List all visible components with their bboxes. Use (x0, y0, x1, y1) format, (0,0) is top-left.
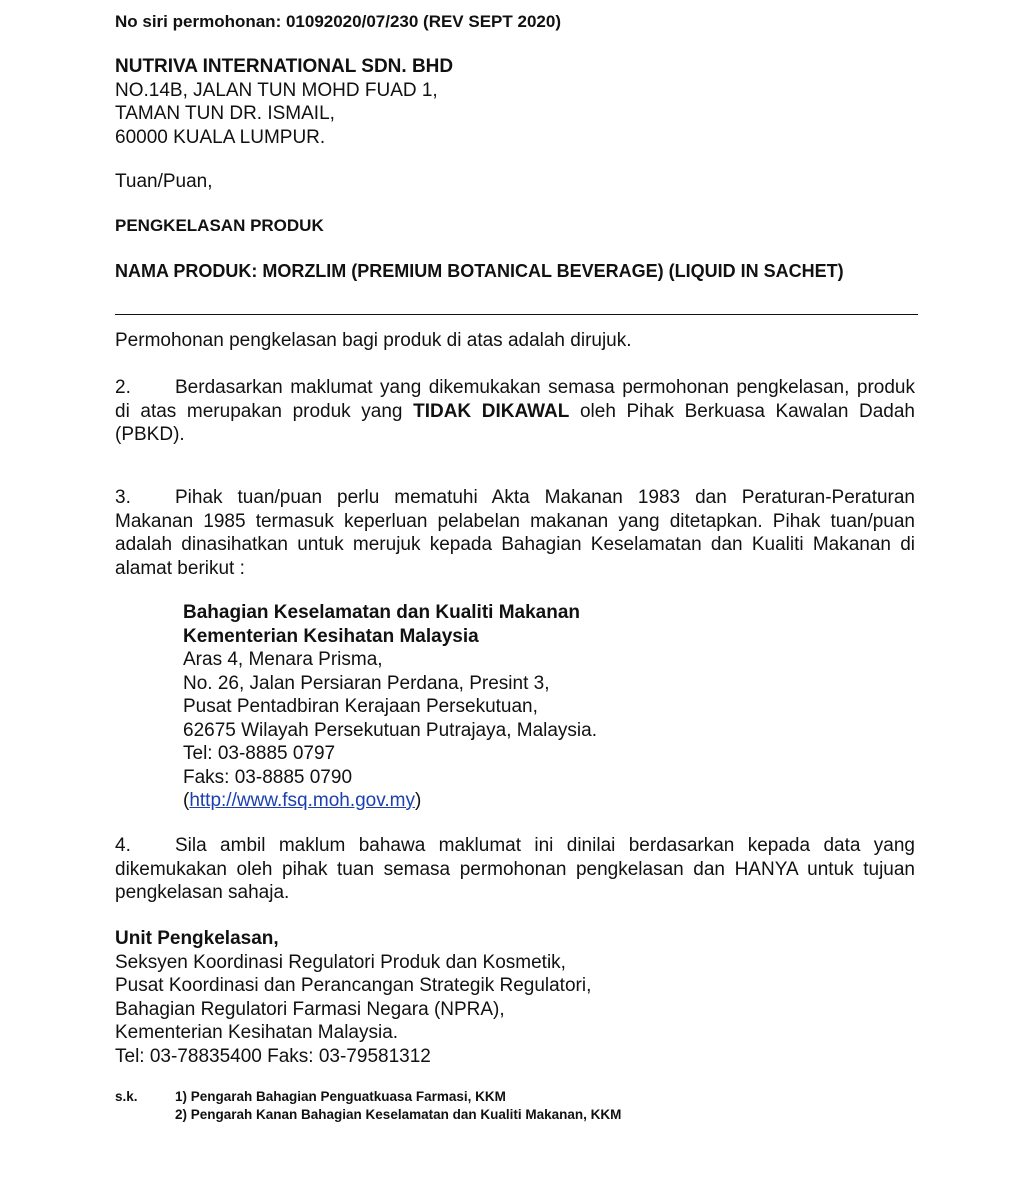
agency-phone: Tel: 03-8885 0797 (183, 743, 336, 764)
cc-label: s.k. (115, 1089, 138, 1104)
agency-line: 62675 Wilayah Persekutuan Putrajaya, Malaysia. (183, 719, 598, 741)
signature-line: Kementerian Kesihatan Malaysia. (115, 1022, 399, 1043)
paragraph-text: Sila ambil maklum bahawa maklumat ini dinilai berdasarkan kepada data yang dikemukakan oleh pihak tuan semasa permohonan pengkelasan dan HANYA untuk tujuan pengkelasan sahaja. (115, 835, 915, 903)
paragraph-number: 3. (115, 487, 131, 508)
paren-close: ) (414, 790, 422, 811)
paragraph-number: 2. (115, 377, 131, 398)
paragraph-text: oleh Pihak Berkuasa Kawalan Dadah (PBKD). (115, 400, 915, 445)
application-serial-number: No siri permohonan: 01092020/07/230 (REV SEPT 2020) (115, 12, 561, 31)
subject-heading: PENGKELASAN PRODUK (115, 216, 324, 235)
cc-item: 2) Pengarah Kanan Bahagian Keselamatan dan Kualiti Makanan, KKM (175, 1107, 622, 1122)
signature-contact: Tel: 03-78835400 Faks: 03-79581312 (115, 1045, 431, 1067)
paragraph-3 (115, 486, 915, 580)
address-line: TAMAN TUN DR. ISMAIL, (115, 103, 335, 124)
paragraph-2 (115, 376, 915, 447)
paragraph-4 (115, 834, 915, 905)
agency-line: Pusat Pentadbiran Kerajaan Persekutuan, (183, 696, 538, 717)
agency-address-block (183, 601, 597, 813)
agency-website (183, 789, 597, 813)
salutation: Tuan/Puan, (115, 171, 213, 192)
signature-line: Pusat Koordinasi dan Perancangan Strategik Regulatori, (115, 975, 592, 996)
agency-line: No. 26, Jalan Persiaran Perdana, Presint 3, (183, 672, 550, 694)
agency-fax: Faks: 03-8885 0790 (183, 766, 353, 788)
heading-divider (115, 314, 918, 315)
address-line: NO.14B, JALAN TUN MOHD FUAD 1, (115, 79, 438, 101)
paragraph-number: 4. (115, 835, 131, 856)
signature-block (115, 927, 591, 1068)
paragraph-1: Permohonan pengkelasan bagi produk di atas adalah dirujuk. (115, 330, 632, 351)
recipient-company: NUTRIVA INTERNATIONAL SDN. BHD (115, 56, 454, 77)
signing-unit: Unit Pengkelasan, (115, 928, 279, 949)
cc-list (175, 1088, 621, 1124)
paragraph-text: Pihak tuan/puan perlu mematuhi Akta Makanan 1983 dan Peraturan-Peraturan Makanan 1985 termasuk keperluan pelabelan makanan yang ditetapkan. Pihak tuan/puan adalah dinasihatkan untuk merujuk kepada Bahagian Keselamatan dan Kualiti Makanan di alamat berikut : (115, 487, 915, 579)
signature-line: Bahagian Regulatori Farmasi Negara (NPRA), (115, 998, 505, 1020)
paragraph-text: Berdasarkan maklumat yang dikemukakan semasa permohonan pengkelasan, produk di atas merupakan produk yang (115, 377, 915, 422)
signature-line: Seksyen Koordinasi Regulatori Produk dan Kosmetik, (115, 951, 566, 973)
recipient-address-block (115, 55, 453, 149)
agency-line: Aras 4, Menara Prisma, (183, 649, 383, 670)
agency-website-link[interactable]: http://www.fsq.moh.gov.my (189, 790, 415, 811)
address-line: 60000 KUALA LUMPUR. (115, 126, 326, 148)
not-controlled-emphasis: TIDAK DIKAWAL (413, 400, 570, 422)
cc-item: 1) Pengarah Bahagian Penguatkuasa Farmasi, KKM (175, 1089, 506, 1104)
product-name-heading: NAMA PRODUK: MORZLIM (PREMIUM BOTANICAL BEVERAGE) (LIQUID IN SACHET) (115, 261, 844, 281)
agency-ministry: Kementerian Kesihatan Malaysia (183, 625, 479, 647)
paren-open: ( (183, 790, 190, 811)
agency-name: Bahagian Keselamatan dan Kualiti Makanan (183, 602, 581, 623)
